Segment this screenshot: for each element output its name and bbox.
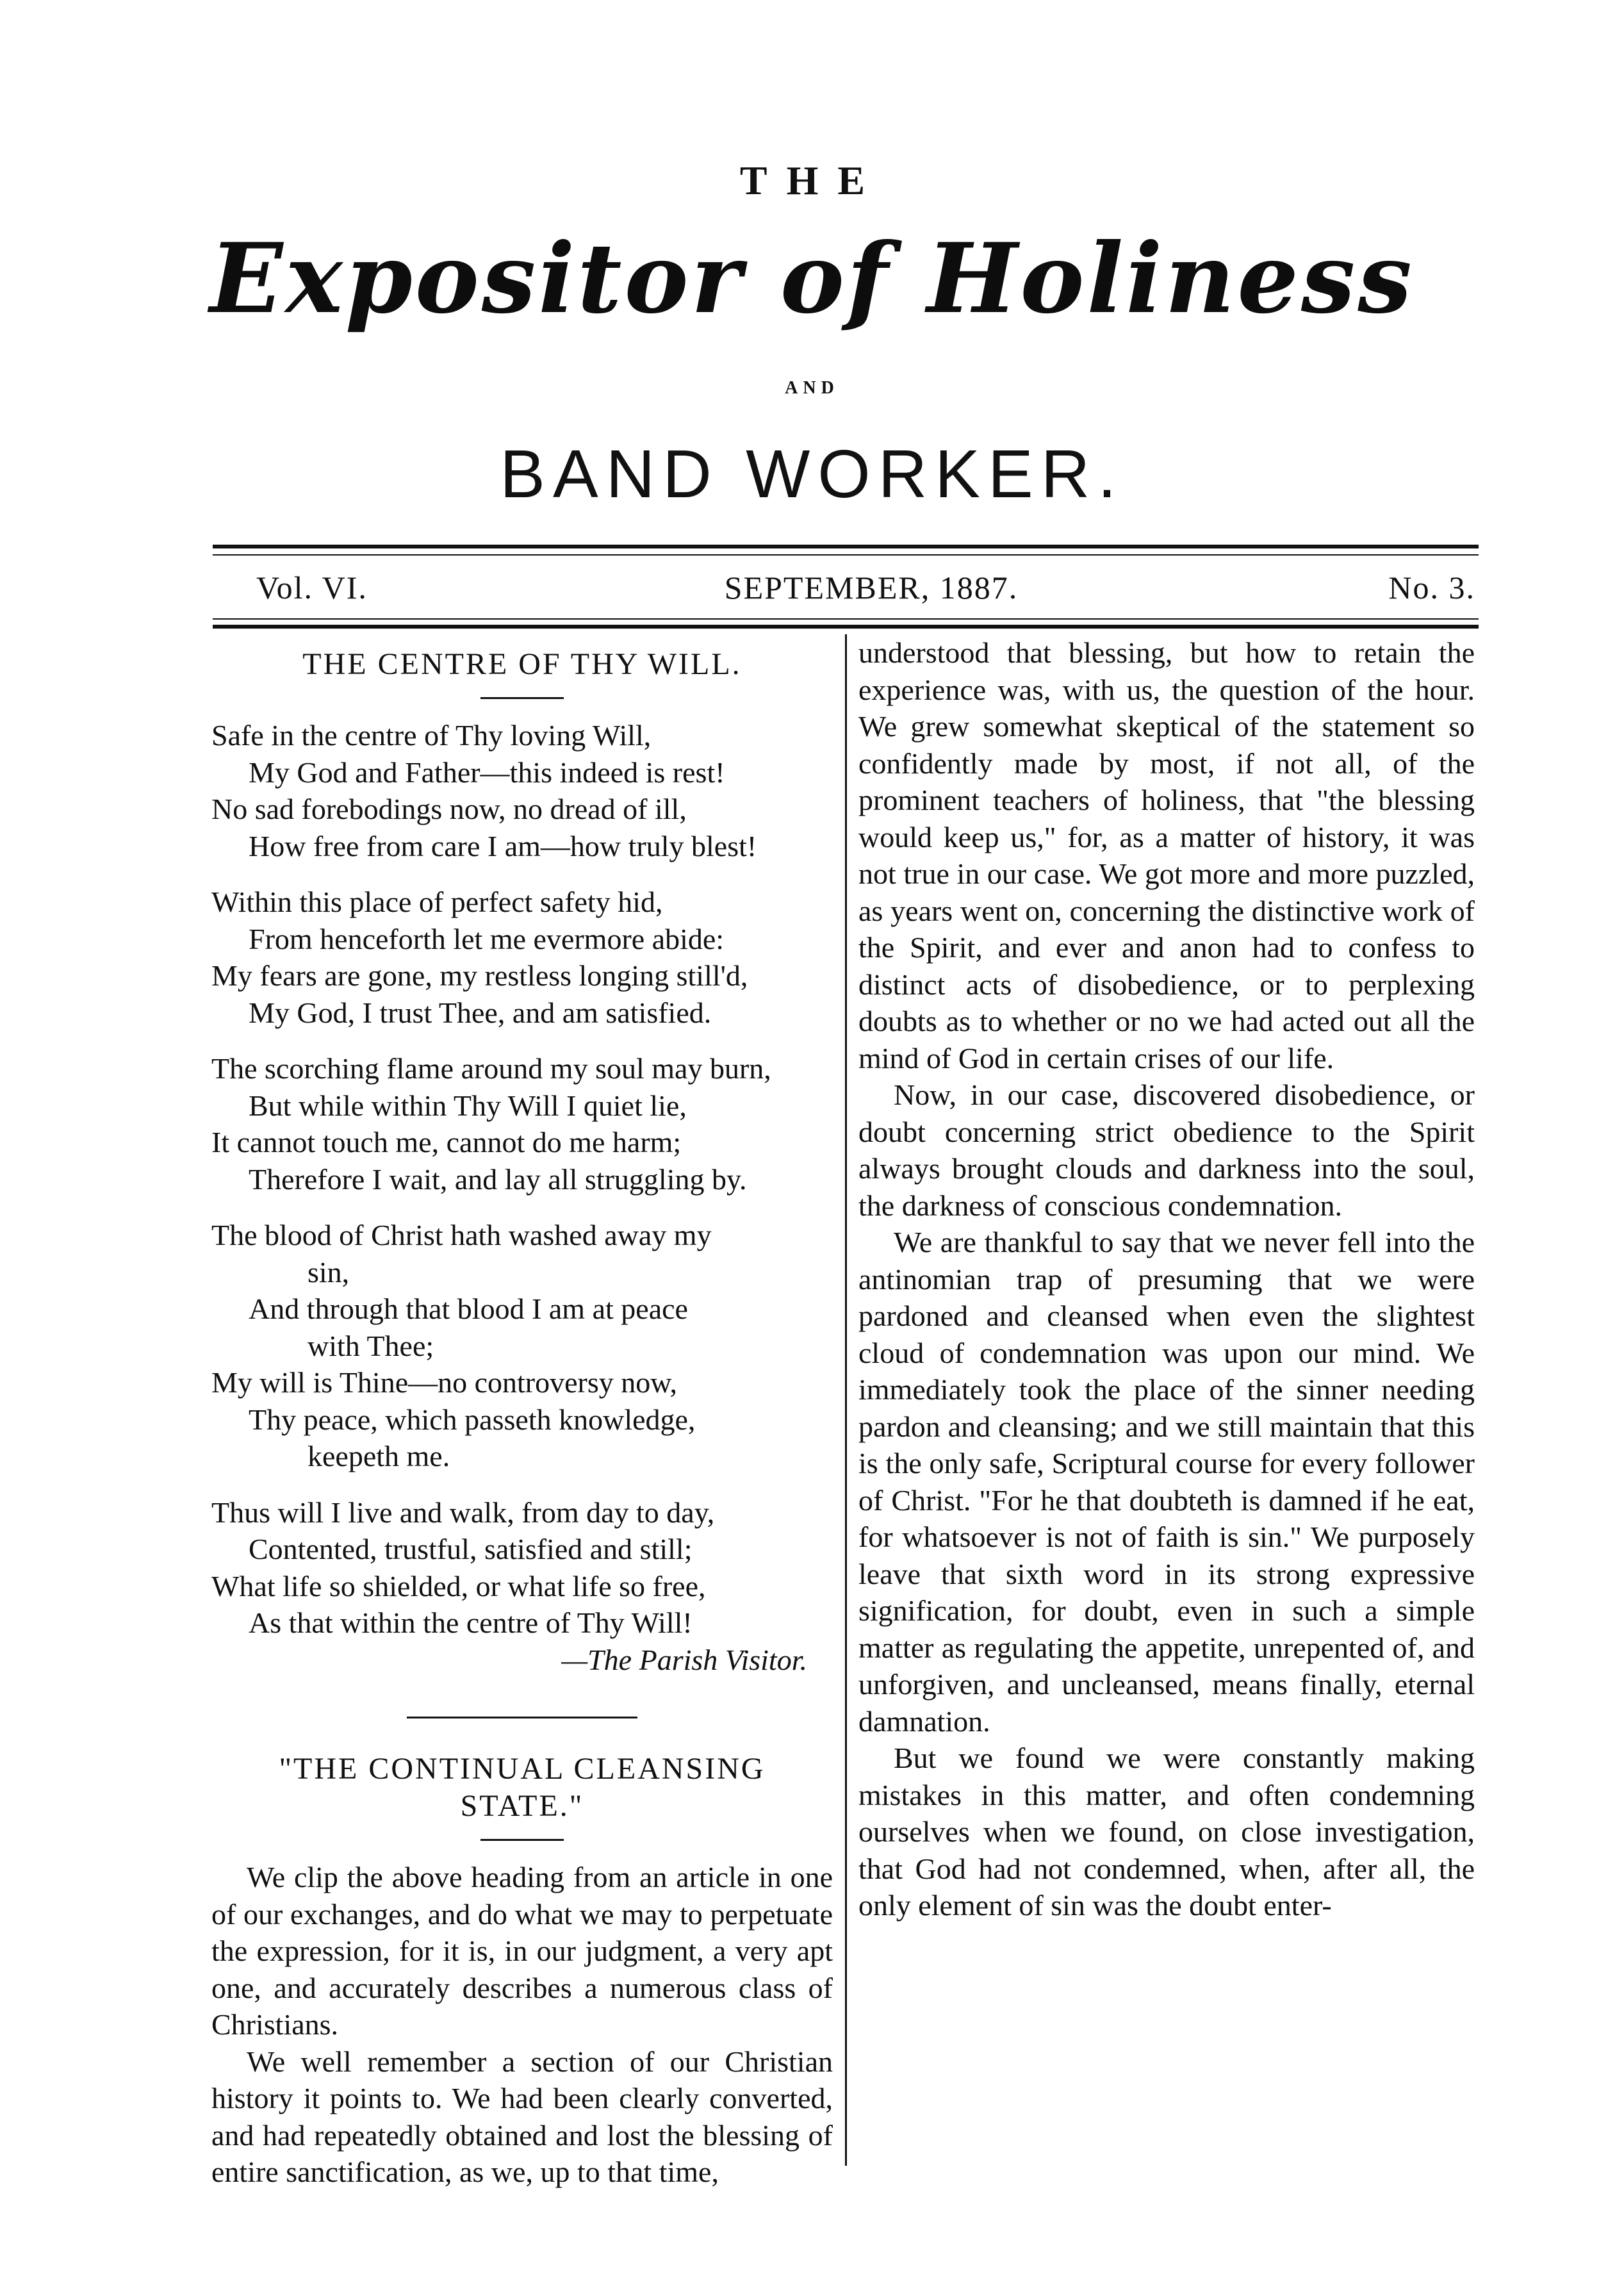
section-divider (407, 1717, 637, 1718)
masthead-and: AND (785, 378, 839, 398)
poem-stanza-4 (211, 1217, 833, 1475)
masthead-subtitle: BAND WORKER. (500, 436, 1124, 512)
poem-title-rule (480, 697, 564, 699)
folio-number: No. 3. (1388, 570, 1475, 606)
poem-attribution: —The Parish Visitor. (561, 1643, 807, 1676)
poem-stanza-3 (211, 1050, 833, 1198)
poem-line: What life so shielded, or what life so free, (211, 1569, 706, 1603)
article-paragraph: We well remember a section of our Christian history it points to. We had been clearly converted, and had repeatedly obtained and lost the blessing of entire sanctification, as we, up to that time, (211, 2045, 833, 2188)
poem-title: THE CENTRE OF THY WILL. (302, 647, 742, 681)
poem-line: My fears are gone, my restless longing still'd, (211, 959, 748, 992)
poem-line: And through that blood I am at peace (249, 1292, 688, 1325)
poem-line: Therefore I wait, and lay all struggling by. (249, 1162, 747, 1196)
poem-line: with Thee; (308, 1329, 434, 1362)
poem-stanza-5 (211, 1494, 833, 1642)
masthead-the: THE (739, 158, 885, 203)
article-paragraph: But we found we were constantly making mistakes in this matter, and often condemning ourselves when we found, on close investigation, that God had not condemned, when, after all, the only element of sin was the doubt enter- (858, 1742, 1475, 1922)
article-paragraph: We are thankful to say that we never fell into the antinomian trap of presuming that we were pardoned and cleansed when even the slightest cloud of condemnation was upon our mind. We immediately took the place of the sinner needing pardon and cleansing; and we still maintain that this is the only safe, Scriptural course for every follower of Christ. "For he that doubteth is damned if he eat, for whatsoever is not of faith is sin." We purposely leave that sixth word in its strong expressive signification, for doubt, even in such a simple matter as regulating the appetite, unrepented of, and unforgiven, and uncleansed, means finally, eternal damnation. (858, 1226, 1475, 1738)
poem-line: The scorching flame around my soul may burn, (211, 1052, 771, 1085)
poem-stanza-1 (211, 717, 833, 864)
poem-line: But while within Thy Will I quiet lie, (249, 1089, 687, 1122)
poem-line: My God and Father—this indeed is rest! (249, 755, 725, 789)
poem-line: My will is Thine—no controversy now, (211, 1366, 677, 1399)
folio-date: SEPTEMBER, 1887. (724, 570, 1019, 606)
poem-line: sin, (308, 1255, 350, 1289)
article-paragraph: understood that blessing, but how to retain the experience was, with us, the question of the hour. We grew somewhat skeptical of the statement so confidently made by most, if not all, of the prominent teachers of holiness, that "the blessing would keep us," for, as a matter of history, it was not true in our case. We got more and more puzzled, as years went on, concerning the distinctive work of the Spirit, and ever and anon had to confess to distinct acts of disobedience, or to perplexing doubts as to whether or no we had acted out all the mind of God in certain crises of our life. (858, 636, 1475, 1075)
poem-line: Contented, trustful, satisfied and still; (249, 1533, 693, 1565)
folio-volume: Vol. VI. (256, 570, 368, 606)
masthead-title: Expositor of Holiness (209, 222, 1415, 335)
folio-rule-top-thick (213, 545, 1479, 548)
poem-line: Thus will I live and walk, from day to day, (211, 1495, 715, 1529)
article-title-line-2: STATE." (460, 1789, 584, 1823)
poem-line: The blood of Christ hath washed away my (211, 1219, 712, 1251)
poem-line: Thy peace, which passeth knowledge, (249, 1403, 696, 1436)
poem-line: From henceforth let me evermore abide: (249, 922, 725, 955)
folio-rule-bottom-thick (213, 625, 1479, 629)
poem-line: How free from care I am—how truly blest! (249, 829, 757, 862)
poem-line: It cannot touch me, cannot do me harm; (211, 1126, 682, 1158)
right-column (858, 634, 1475, 1924)
poem-line: Safe in the centre of Thy loving Will, (211, 719, 652, 752)
poem-line: As that within the centre of Thy Will! (249, 1606, 693, 1639)
column-divider (845, 634, 847, 2166)
article-paragraph: We clip the above heading from an article in one of our exchanges, and do what we may to perpetuate the expression, for it is, in our judgment, a very apt one, and accurately describes a numerous class of Christians. (211, 1861, 833, 2041)
poem-line: keepeth me. (308, 1440, 450, 1472)
folio-rule-bottom-thin (213, 618, 1479, 620)
poem-line: Within this place of perfect safety hid, (211, 886, 663, 918)
article-title-rule (480, 1839, 564, 1841)
article-paragraph: Now, in our case, discovered disobedience, or doubt concerning strict obedience to the Spirit always brought clouds and darkness into the soul, the darkness of conscious condemnation. (858, 1078, 1475, 1222)
folio-rule-top-thin (213, 554, 1479, 556)
poem-stanza-2 (211, 884, 833, 1031)
poem-line: My God, I trust Thee, and am satisfied. (249, 996, 712, 1029)
left-column (211, 634, 833, 2191)
article-title-line-1: "THE CONTINUAL CLEANSING (279, 1752, 766, 1786)
poem-line: No sad forebodings now, no dread of ill, (211, 793, 687, 825)
